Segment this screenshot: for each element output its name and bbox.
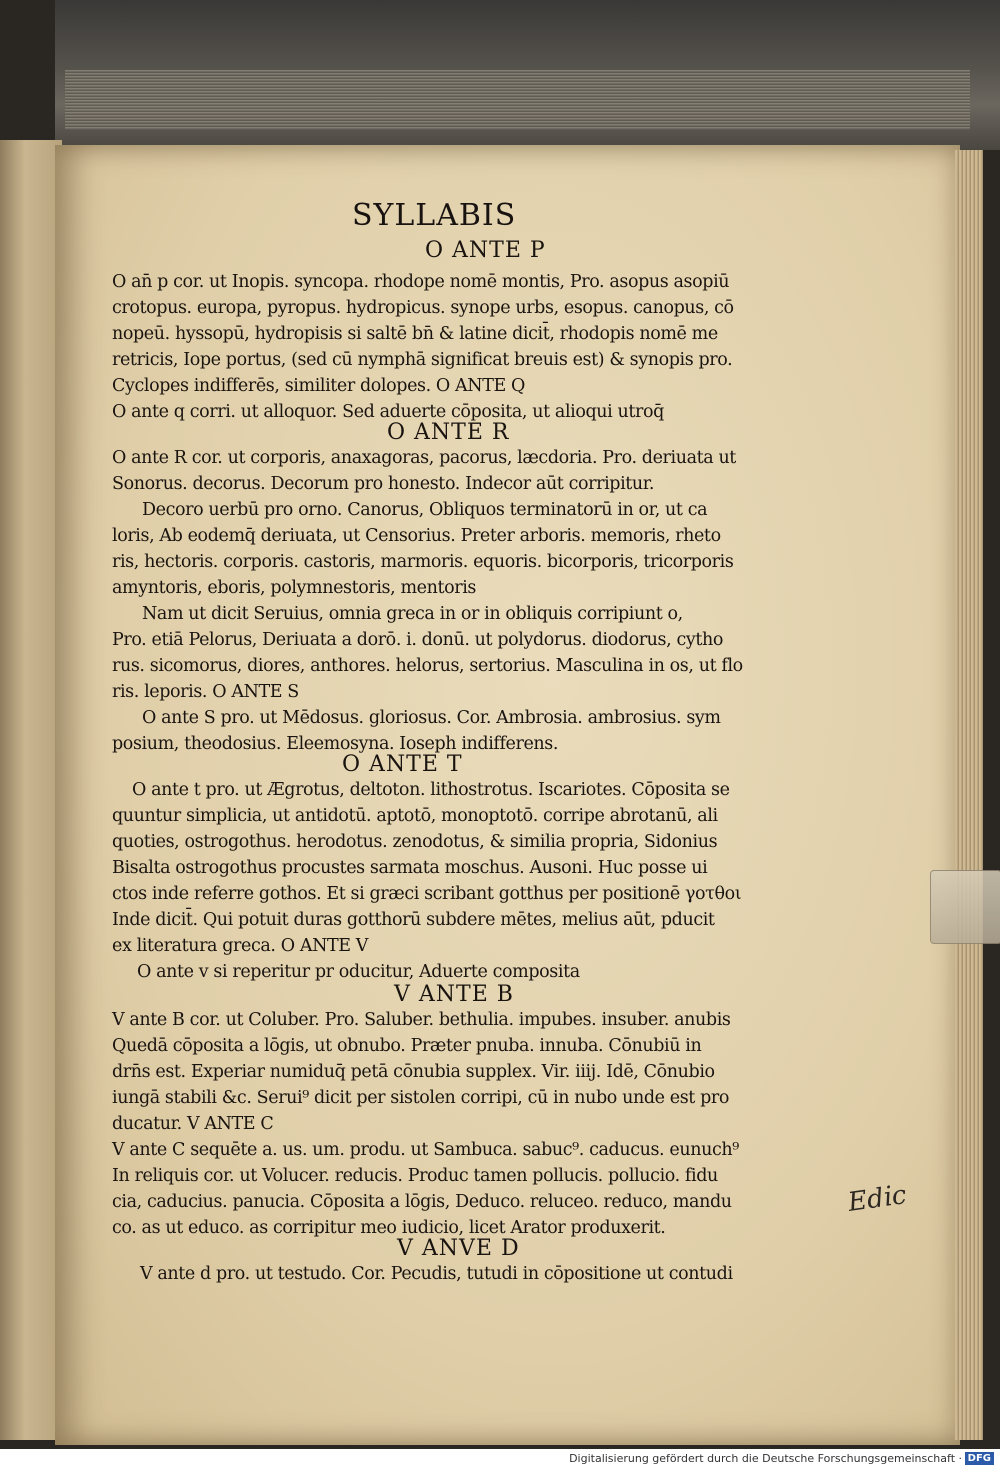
text-line: ducatur. V ANTE C [112, 1114, 274, 1134]
section-heading: O ANTE R [387, 420, 510, 445]
text-line: quoties, ostrogothus. herodotus. zenodotus, & similia propria, Sidonius [112, 832, 718, 852]
text-line: crotopus. europa, pyropus. hydropicus. synope urbs, esopus. canopus, cō [112, 298, 734, 318]
text-line: loris, Ab eodemq̄ deriuata, ut Censorius. Preter arboris. memoris, rheto [112, 526, 721, 546]
book-top-edge [55, 0, 1000, 150]
text-line: Decoro uerbū pro orno. Canorus, Obliquos terminatorū in or, ut ca [142, 500, 708, 520]
text-line: Cyclopes indifferēs, similiter dolopes. O ANTE Q [112, 376, 525, 396]
footer-bar [0, 1449, 1000, 1471]
dfg-logo: DFG [965, 1452, 994, 1465]
text-line: ris. leporis. O ANTE S [112, 682, 299, 702]
section-heading: O ANTE P [425, 238, 546, 263]
section-heading: V ANTE B [394, 982, 514, 1007]
text-line: co. as ut educo. as corripitur meo iudicio, licet Arator produxerit. [112, 1218, 666, 1238]
section-heading: O ANTE T [342, 752, 463, 777]
text-line: Bisalta ostrogothus procustes sarmata moschus. Ausoni. Huc posse ui [112, 858, 708, 878]
text-line: Inde dicit̄. Qui potuit duras gotthorū subdere mētes, melius aūt, pducit [112, 910, 715, 930]
text-line: posium, theodosius. Eleemosyna. Ioseph indifferens. [112, 734, 559, 754]
text-line: O ante t pro. ut Ægrotus, deltoton. lithostrotus. Iscariotes. Cōposita se [132, 780, 730, 800]
text-line: O ante R cor. ut corporis, anaxagoras, pacorus, læcdoria. Pro. deriuata ut [112, 448, 736, 468]
right-page-edges [955, 150, 983, 1440]
text-line: O ante q corri. ut alloquor. Sed aduerte cōposita, ut alioqui utroq̄ [112, 402, 664, 422]
text-line: V ante B cor. ut Coluber. Pro. Saluber. bethulia. impubes. insuber. anubis [112, 1010, 731, 1030]
text-line: iungā stabili &c. Serui⁹ dicit per sistolen corripi, cū in nubo unde est pro [112, 1088, 729, 1108]
text-line: V ante C sequēte a. us. um. produ. ut Sambuca. sabuc⁹. caducus. eunuch⁹ [112, 1140, 739, 1160]
text-line: Pro. etiā Pelorus, Deriuata a dorō. i. donū. ut polydorus. diodorus, cytho [112, 630, 723, 650]
text-line: O ante S pro. ut Mēdosus. gloriosus. Cor. Ambrosia. ambrosius. sym [142, 708, 721, 728]
text-line: retricis, Iope portus, (sed cū nymphā significat breuis est) & synopis pro. [112, 350, 733, 370]
section-heading: V ANVE D [397, 1236, 520, 1261]
text-line: amyntoris, eboris, polymnestoris, mentoris [112, 578, 476, 598]
text-line: V ante d pro. ut testudo. Cor. Pecudis, tutudi in cōpositione ut contudi [140, 1264, 733, 1284]
text-line: rus. sicomorus, diores, anthores. helorus, sertorius. Masculina in os, ut flo [112, 656, 743, 676]
book-clasp [930, 870, 1000, 944]
handwritten-margin-note: Edi̇c [846, 1180, 909, 1218]
text-line: nopeū. hyssopū, hydropisis si saltē bn̄ & latine dicit̄, rhodopis nomē me [112, 324, 718, 344]
text-line: cia, caducius. panucia. Cōposita a lōgis, Deduco. reluceo. reduco, mandu [112, 1192, 732, 1212]
text-line: ris, hectoris. corporis. castoris, marmoris. equoris. bicorporis, tricorporis [112, 552, 734, 572]
text-line: In reliquis cor. ut Volucer. reducis. Produc tamen pollucis. pollucio. fidu [112, 1166, 718, 1186]
text-line: quuntur simplicia, ut antidotū. aptotō, monoptotō. corripe abrotanū, ali [112, 806, 718, 826]
page-edges [65, 70, 970, 130]
text-line: Quedā cōposita a lōgis, ut obnubo. Præter pnuba. innuba. Cōnubiū in [112, 1036, 702, 1056]
running-head: SYLLABIS [352, 198, 517, 233]
text-line: drn̄s est. Experiar numiduq̄ petā cōnubia supplex. Vir. iiij. Idē, Cōnubio [112, 1062, 715, 1082]
footer-credit: Digitalisierung gefördert durch die Deutsche Forschungsgemeinschaft · [569, 1452, 962, 1465]
text-line: Nam ut dicit Seruius, omnia greca in or in obliquis corripiunt o, [142, 604, 683, 624]
text-line: O ante v si reperitur pr oducitur, Aduerte composita [137, 962, 580, 982]
text-line: ctos inde referre gothos. Et si græci scribant gotthus per positionē γοτθοι [112, 884, 742, 904]
text-line: ex literatura greca. O ANTE V [112, 936, 369, 956]
text-line: Sonorus. decorus. Decorum pro honesto. Indecor aūt corripitur. [112, 474, 654, 494]
text-line: O an̄ p cor. ut Inopis. syncopa. rhodope nomē montis, Pro. asopus asopiū [112, 272, 730, 292]
left-page-fragment [0, 140, 62, 1440]
